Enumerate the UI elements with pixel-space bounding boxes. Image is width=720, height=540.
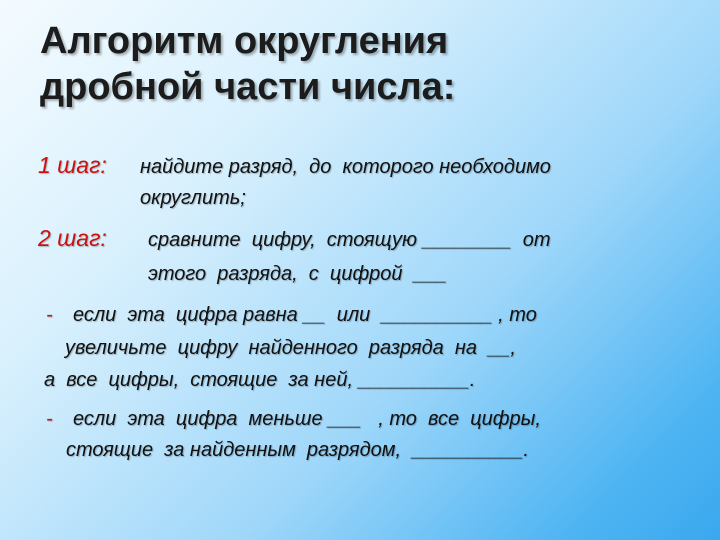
rule-2-text-line-1: если эта цифра меньше ___ , то все цифры, (73, 408, 541, 430)
step-2-text-line-2: этого разряда, с цифрой ___ (148, 263, 448, 285)
rule-1-dash: - (46, 304, 53, 326)
rule-2-text-line-2: стоящие за найденным разрядом, __________. (66, 439, 529, 461)
step-2-label: 2 шаг: (38, 225, 107, 251)
rule-2-dash: - (46, 408, 53, 430)
step-1-text-line-1: найдите разряд, до которого необходимо (140, 156, 551, 178)
step-1-text-line-2: округлить; (140, 187, 246, 209)
step-2-text-line-1: сравните цифру, стоящую ________ от (148, 229, 551, 251)
step-1-label: 1 шаг: (38, 152, 107, 178)
title-line-1: Алгоритм округления (40, 20, 449, 62)
rule-1-text-line-3: а все цифры, стоящие за ней, __________. (44, 369, 476, 391)
title-line-2: дробной части числа: (40, 66, 456, 108)
rule-1-text-line-1: если эта цифра равна __ или __________ , то (73, 304, 537, 326)
rule-1-text-line-2: увеличьте цифру найденного разряда на __, (65, 337, 516, 359)
slide-title (40, 18, 680, 110)
